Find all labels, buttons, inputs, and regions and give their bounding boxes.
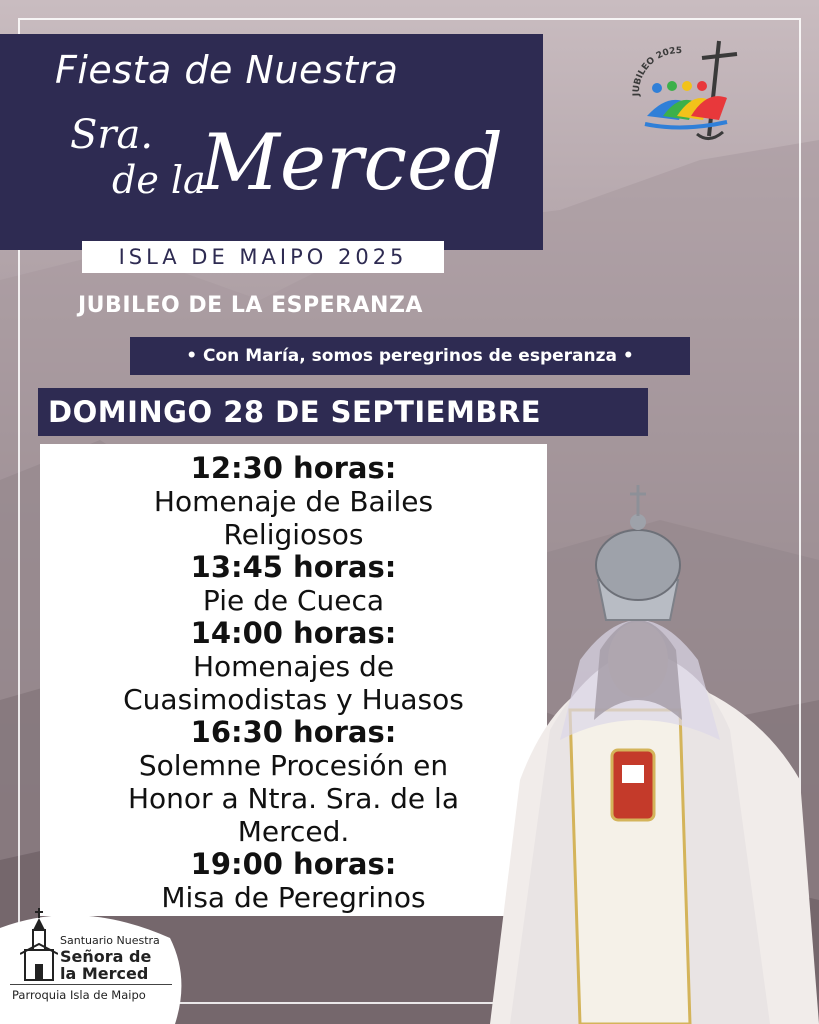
virgin-statue-image bbox=[430, 480, 819, 1024]
jubilee-2025-logo bbox=[627, 36, 742, 146]
badge-divider bbox=[10, 984, 172, 985]
schedule-description: Honor a Ntra. Sra. de la bbox=[127, 782, 459, 815]
schedule-time: 19:00 horas: bbox=[190, 847, 397, 881]
motto-banner bbox=[130, 337, 690, 375]
schedule-time: 14:00 horas: bbox=[190, 616, 397, 650]
logo-text: JUBILEO 2025 bbox=[631, 46, 683, 97]
schedule-time: 12:30 horas: bbox=[190, 451, 397, 485]
badge-line2 bbox=[60, 948, 151, 982]
motto-text: • Con María, somos peregrinos de esperanza • bbox=[186, 346, 634, 366]
badge-line3: Parroquia Isla de Maipo bbox=[12, 988, 146, 1002]
place-text: ISLA DE MAIPO 2025 bbox=[118, 245, 408, 269]
schedule-time: 16:30 horas: bbox=[190, 715, 397, 749]
schedule-description: Pie de Cueca bbox=[202, 584, 385, 617]
title-line1: Fiesta de Nuestra bbox=[55, 48, 399, 92]
schedule-description: Solemne Procesión en bbox=[138, 749, 449, 782]
church-icon bbox=[20, 908, 58, 984]
schedule-description: Religiosos bbox=[223, 518, 364, 551]
sanctuary-badge bbox=[0, 898, 183, 1024]
date-banner bbox=[38, 388, 648, 436]
schedule-description: Misa de Peregrinos bbox=[161, 881, 426, 914]
place-banner bbox=[82, 241, 444, 273]
date-text: DOMINGO 28 DE SEPTIEMBRE bbox=[48, 395, 542, 429]
title-sra: Sra. bbox=[70, 112, 154, 158]
schedule-description: Merced. bbox=[237, 815, 350, 848]
badge-line1: Santuario Nuestra bbox=[60, 934, 160, 947]
title-dela: de la bbox=[112, 158, 206, 202]
schedule-description: Cuasimodistas y Huasos bbox=[123, 683, 464, 716]
schedule-description: Homenaje de Bailes bbox=[153, 485, 434, 518]
jubileo-heading: JUBILEO DE LA ESPERANZA bbox=[78, 293, 423, 318]
title-merced: Merced bbox=[200, 118, 504, 208]
schedule-time: 13:45 horas: bbox=[190, 550, 397, 584]
badge-line2b: la Merced bbox=[60, 964, 149, 983]
badge-line2a: Señora de bbox=[60, 947, 152, 966]
schedule-description: Homenajes de bbox=[192, 650, 395, 683]
